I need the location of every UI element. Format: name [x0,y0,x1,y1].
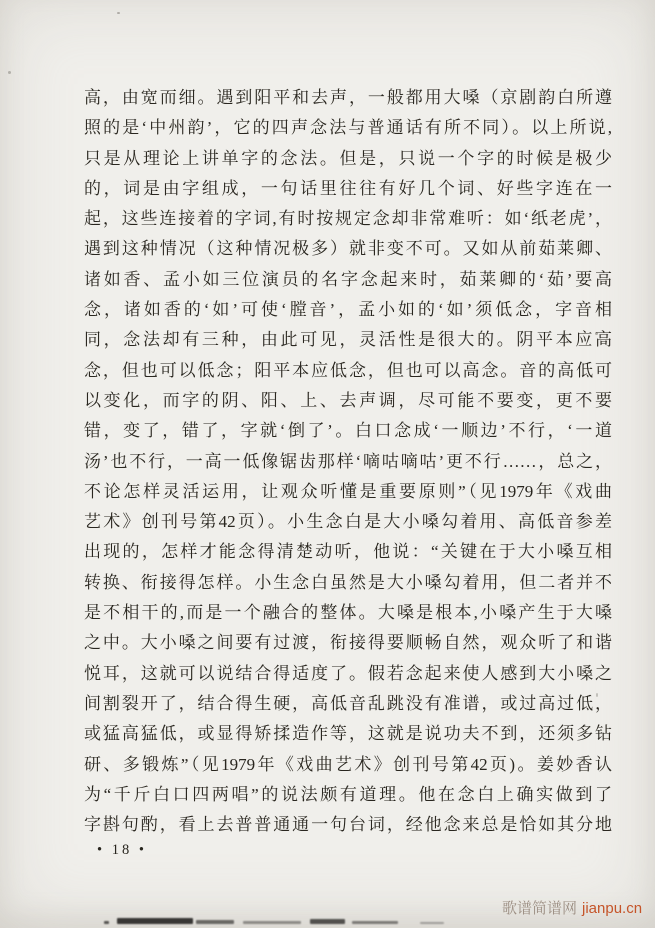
paper-speck [117,12,120,14]
text-line: 只是从理论上讲单字的念法。但是，只说一个字的时候是极少 [84,148,612,168]
text-line: 不论怎样灵活运用，让观众听懂是重要原则”（见1979年《戏曲 [84,481,612,501]
smudge-mark [196,920,234,924]
text-line: 以变化，而字的阴、阳、上、去声调，尽可能不要变，更不要 [84,390,612,410]
text-line: 是不相干的,而是一个融合的整体。大嗓是根本,小嗓产生于大嗓 [84,603,612,623]
text-line: 的，词是由字组成，一句话里往往有好几个词、好些字连在一 [84,178,612,198]
watermark-site-name: 歌谱简谱网 [502,900,578,917]
text-line: 为“千斤白口四两唱”的说法颇有道理。他在念白上确实做到了 [84,784,612,804]
smudge-mark [352,921,398,924]
text-line: 间割裂开了，结合得生硬，高低音乱跳没有准谱，或过高过低， [84,693,612,713]
text-line: 出现的，怎样才能念得清楚动听，他说：“关键在于大小嗓互相 [84,542,612,562]
smudge-mark [310,919,345,924]
text-line: 错，变了，错了，字就‘倒了’。白口念成‘一顺边’不行，‘一道 [84,421,612,441]
body-text [84,83,612,840]
smudge-mark [420,922,444,924]
text-line: 字斟句酌，看上去普普通通一句台词，经他念来总是恰如其分地 [84,815,612,835]
watermark [502,897,642,918]
text-line: 念，但也可以低念；阳平本应低念，但也可以高念。音的高低可 [84,360,612,380]
paper-speck [8,71,11,74]
text-line: 高，由宽而细。遇到阳平和去声，一般都用大嗓（京剧韵白所遵 [84,88,612,107]
text-line: 念，诸如香的‘如’可使‘膛音’，孟小如的‘如’须低念，字音相 [84,300,612,320]
smudge-mark [104,921,109,924]
text-line: 遇到这种情况（这种情况极多）就非变不可。又如从前茹莱卿、 [84,239,612,259]
text-line: 或猛高猛低，或显得矫揉造作等，这就是说功夫不到，还须多钻 [84,724,612,744]
text-line: 诸如香、孟小如三位演员的名字念起来时，茹莱卿的‘茹’要高 [84,269,612,289]
text-line: 起，这些连接着的字词,有时按规定念却非常难听：如‘纸老虎’， [84,209,612,229]
text-line: 同，念法却有三种，由此可见，灵活性是很大的。阴平本应高 [84,330,612,350]
text-line: 之中。大小嗓之间要有过渡，衔接得要顺畅自然，观众听了和谐 [84,633,612,653]
watermark-site-url: jianpu.cn [582,900,643,917]
smudge-mark [243,921,301,924]
text-line: 汤’也不行，一高一低像锯齿那样‘嘀咕嘀咕’更不行……，总之， [84,451,612,471]
text-line: 悦耳，这就可以说结合得适度了。假若念起来使人感到大小嗓之 [84,663,612,683]
text-line: 研、多锻炼”（见1979年《戏曲艺术》创刊号第42页)。姜妙香认 [84,754,612,774]
text-line: 照的是‘中州韵’，它的四声念法与普通话有所不同）。以上所说, [84,118,612,138]
smudge-mark [117,918,193,924]
text-line: 转换、衔接得怎样。小生念白虽然是大小嗓勾着用，但二者并不 [84,572,612,592]
text-line: 艺术》创刊号第42页）。小生念白是大小嗓勾着用、高低音参差 [84,512,612,532]
page-number: • 18 • [97,842,147,858]
